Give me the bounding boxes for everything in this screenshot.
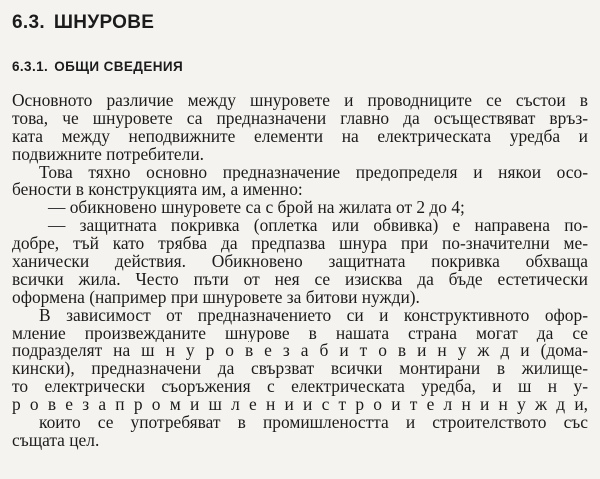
text-line: Основното различие между шнуровете и проводниците се състои в bbox=[12, 92, 588, 110]
text-line: бености в конструкцията им, а именно: bbox=[12, 181, 303, 200]
text-line: — обикновено шнуровете са с брой на жилата от 2 до 4; bbox=[48, 199, 465, 218]
section-title: ШНУРОВЕ bbox=[53, 12, 155, 33]
text-line: кински), предназначени да свързват всички монтирани в жилище- bbox=[12, 360, 588, 379]
section-number: 6.3. bbox=[12, 12, 45, 33]
text-line: то електрически съоръжения с електрическата уредба, и ш н у- bbox=[12, 378, 588, 397]
section-heading bbox=[12, 12, 154, 34]
text-line: мление произвежданите шнурове в нашата страна могат да се bbox=[12, 324, 588, 343]
text-line: Това тяхно основно предназначение предопределя и някои осо- bbox=[39, 163, 588, 182]
text-line: които се употребяват в промишлеността и строителството със bbox=[39, 414, 588, 432]
subsection-title: ОБЩИ СВЕДЕНИЯ bbox=[54, 59, 184, 74]
text-line: оформена (например при шнуровете за битови нужди). bbox=[12, 288, 420, 307]
text-line: — защитната покривка (оплетка или обвивка) е направена по- bbox=[48, 217, 588, 236]
body-text bbox=[12, 92, 588, 450]
text-line: подвижните потребители. bbox=[12, 145, 204, 164]
text-line: същата цел. bbox=[12, 431, 100, 450]
subsection-number: 6.3.1. bbox=[12, 59, 49, 74]
text-line: всички жила. Често пъти от нея се изисква да бъде естетически bbox=[12, 270, 588, 289]
text-line: добре, тъй като трябва да предпазва шнура при по-значителни ме- bbox=[12, 235, 588, 254]
text-line: подразделят на ш н у р о в е з а б и т о в и н у ж д и (дома- bbox=[12, 342, 588, 361]
text-line: това, че шнуровете са предназначени главно да осъществяват връз- bbox=[12, 109, 588, 128]
text-line: р о в е з а п р о м и ш л е н и и с т р о и т е л н и н у ж д и, bbox=[12, 396, 588, 415]
subsection-heading bbox=[12, 59, 183, 74]
text-line: ханически действия. Обикновено защитната покривка обхваща bbox=[12, 253, 588, 271]
text-line: В зависимост от предназначението си и конструктивното офор- bbox=[39, 306, 588, 325]
text-line: ката между неподвижните елементи на електрическата уредба и bbox=[12, 127, 588, 146]
